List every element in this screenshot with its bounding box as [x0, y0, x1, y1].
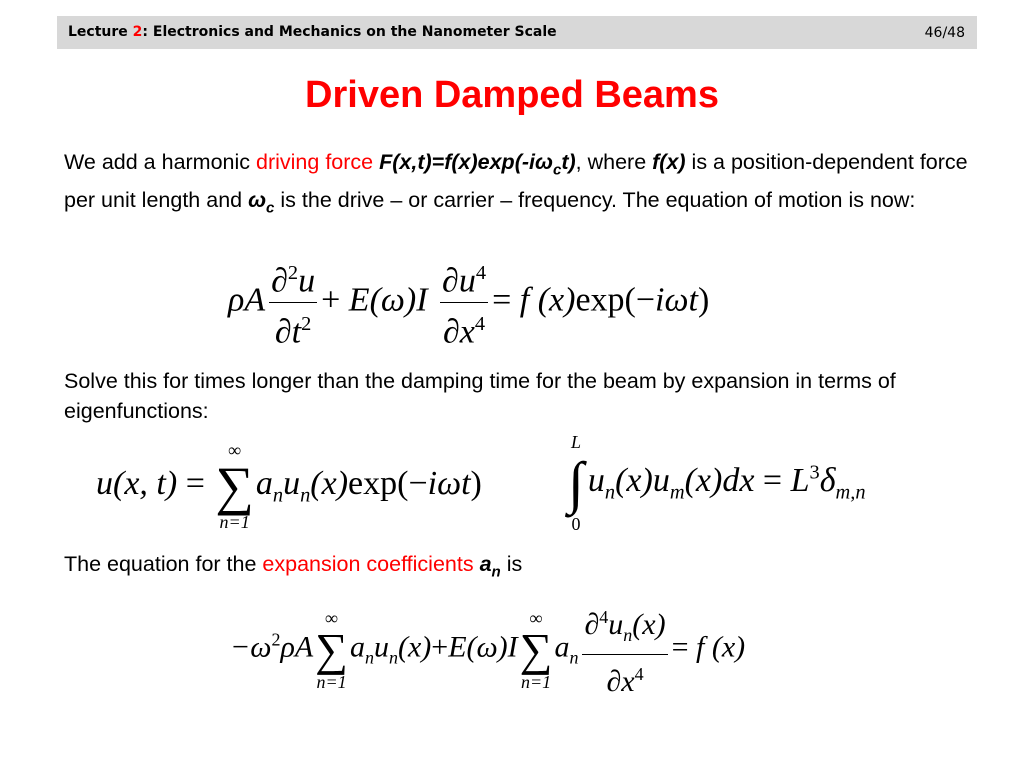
- equation-of-motion: ρA $\frac{\partial^2u}{\partial t^2}$ + E(ω)I $\frac{\partial u^4}{\partial x^4}$ = f (x)exp(−iωt): [228, 252, 709, 354]
- lecture-title: Lecture 2: Electronics and Mechanics on the Nanometer Scale: [68, 24, 557, 40]
- slide-title: Driven Damped Beams: [305, 74, 719, 116]
- orthogonality-relation: L ∫ 0 $u_n(x)u_m(x)dx = L^3\delta_{m,n}$: [568, 432, 866, 534]
- intro-paragraph: We add a harmonic driving force $F(x,t)=f(x)\exp(-i\omega_ct)$, where f(x) is a position-dependent force per unit length and $\omega_c$ is the drive – or carrier – frequency. The equation of motion is now:: [64, 150, 968, 217]
- expansion-paragraph: Solve this for times longer than the damping time for the beam by expansion in terms of eigenfunctions:: [64, 369, 896, 423]
- slide-header: [57, 16, 977, 49]
- driving-force-term: driving force: [256, 150, 374, 174]
- page-indicator: 46/48: [924, 25, 965, 41]
- lecture-number: 2: [132, 24, 143, 40]
- coefficient-equation: $-\omega^2\rho A$ ∞ ∑ n=1 $a_nu_n(x)+E(\omega)I$ ∞ ∑ n=1 $a_n$ $\frac{\partial^4u_n(x)}{\partial x^4}$ = f (x): [230, 598, 745, 701]
- coefficients-paragraph: The equation for the expansion coefficients $a_n$ is: [64, 552, 523, 581]
- eigenfunction-expansion: u(x, t) = ∞ ∑ n=1 $a_nu_n(x)\exp(-i\omega t)$: [96, 440, 482, 532]
- expansion-coefficients-term: expansion coefficients: [262, 552, 474, 576]
